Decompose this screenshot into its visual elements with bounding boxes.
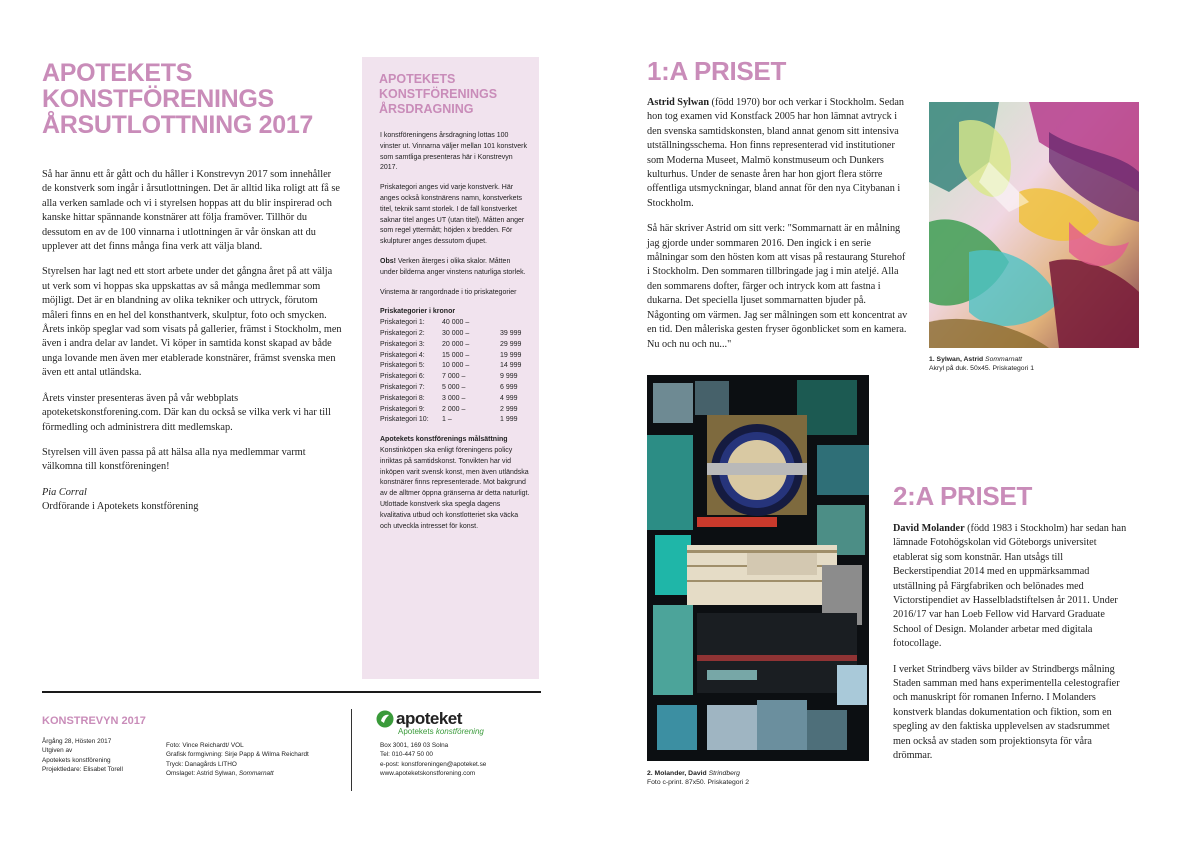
signature-role: Ordförande i Apotekets konstförening (42, 501, 199, 513)
prize1-title: 1:A PRISET (647, 56, 787, 86)
box-paragraph (380, 257, 530, 279)
policy-title: Apotekets konstförenings målsättning (380, 436, 508, 444)
footer-divider (351, 709, 352, 791)
footer-contact (380, 741, 486, 778)
footer-line: Tryck: Danagårds LITHO (166, 760, 237, 768)
price-category-label: Priskategori 10: (380, 416, 429, 424)
obs-text: Verken återges i olika skalor. Måtten under bilderna anger vinstens naturliga storlek. (380, 257, 526, 276)
prize2-title: 2:A PRISET (893, 481, 1033, 511)
prize2-paragraph: David Molander (född 1983 i Stockholm) har sedan han lämnade Fotohögskolan vid Göteborgs universitet etablerat sig som konstnär. Han utsågs till Beckerstipendiat 2014 med en uppmärksammad utställning på Färgfabriken och belönades med Victorstipendiet av Hasselbladstiftelsen år 2011. Under 2016/17 var han Loeb Fellow vid Harvard Graduate School of Design. Molander arbetar med digitala fotocollage. (893, 523, 1127, 650)
price-category-row (380, 329, 530, 340)
price-category-max: 19 999 (500, 351, 522, 359)
title-line: APOTEKETS (42, 59, 193, 87)
footer-line: Omslaget: Astrid Sylwan, Sommarnatt (166, 769, 274, 777)
footer-credits (166, 741, 309, 778)
box-title-line: APOTEKETS (379, 72, 456, 86)
prize2-text (893, 522, 1128, 775)
price-category-min: 20 000 – (442, 340, 470, 348)
price-category-max: 1 999 (500, 416, 518, 424)
price-category-row (380, 351, 530, 362)
price-category-max: 9 999 (500, 373, 518, 381)
price-category-max: 6 999 (500, 383, 518, 391)
footer-line: Tel: 010-447 50 00 (380, 751, 433, 759)
box-paragraph: Vinsterna är rangordnade i tio priskategorier (380, 288, 517, 296)
price-category-min: 5 000 – (442, 383, 466, 391)
price-category-row (380, 372, 530, 383)
price-category-min: 10 000 – (442, 362, 470, 370)
price-category-label: Priskategori 4: (380, 351, 425, 359)
footer-line: Utgiven av (42, 747, 73, 755)
artwork2-caption-line1: 2. Molander, David Strindberg (647, 770, 740, 777)
box-paragraph: Priskategori anges vid varje konstverk. Här anges också konstnärens namn, konstverkets titel, teknik samt storlek. I de fall konstverket saknar titel anges UT (utan titel). Måtten anger som regel yttermått; höjden x bredden. För skulpturer anges dessutom djupet. (380, 184, 525, 246)
box-title-line: ÅRSDRAGNING (379, 102, 474, 116)
apoteket-logo (376, 710, 484, 736)
page-title (42, 60, 342, 138)
prize2-paragraph: I verket Strindberg vävs bilder av Strindbergs målning Staden samman med hans experimentella celestografier och manuskript för romanen Inferno. I Molanders konstverk blandas dokumentation och fiktion, som en spegling av den faktiska upplevelsen av stadsrummet men också av staden som projektionsyta för våra drömmar. (893, 663, 1120, 762)
logo-name: apoteket (396, 709, 462, 728)
price-category-max: 39 999 (500, 329, 522, 337)
prize1-paragraph: Astrid Sylwan (född 1970) bor och verkar i Stockholm. Sedan hon tog examen vid Konstfack 2005 har hon lämnat avtryck i den svenska samtidskonsten, bland annat genom sitt intensiva utställningsschema. Hon finns representerad vid institutioner som Moderna Museet, Malmö konstmuseum och Dunkers kulturhus. Under de senaste åren har hon gjort flera större offentliga utsmyckningar, bland annat för den nya Citybanan i Stockholm. (647, 97, 904, 209)
price-category-title: Priskategorier i kronor (380, 308, 456, 316)
strindberg-image (647, 375, 869, 761)
intro-paragraph: Så har ännu ett år gått och du håller i Konstrevyn 2017 som innehåller de konstverk som ingår i årsutlottningen. Det är alltid lika roligt att få se alla verken samlade och vi i styrelsen hoppas att du blir inspirerad och kanske hittar spännande konstnärer att följa framöver. Tillhör du dessutom en av de 100 vinnarna i utlottningen är vår önskan att du upplever att det finns många fina verk att välja bland. (42, 169, 340, 253)
price-category-max: 4 999 (500, 394, 518, 402)
price-category-row (380, 415, 530, 426)
footer-line: Grafisk formgivning: Sirje Papp & Wilma Reichardt (166, 751, 309, 759)
price-category-row (380, 383, 530, 394)
info-box-title (379, 72, 529, 117)
footer-line: e-post: konstforeningen@apoteket.se (380, 760, 487, 768)
price-category-label: Priskategori 2: (380, 329, 425, 337)
price-category-row (380, 318, 530, 329)
intro-paragraph: Styrelsen har lagt ned ett stort arbete under det gångna året på att välja ut verk som vi hoppas ska uppskattas av så många medlemmar som möjligt. Det är en blandning av olika tekniker och uttryck, förutom måleri finns en en hel del konsthantverk, skulptur, foto och smycken. Årets inköp speglar vad som visats på gallerier, främst i Stockholm, men även i andra delar av landet. Vi köper in samtida konst skapad av både unga lovande men även mer etablerade konstnärer, främst svenska men även ett antal utländska. (42, 266, 342, 379)
footer-line: Box 3001, 169 03 Solna (380, 742, 449, 749)
price-category-min: 30 000 – (442, 329, 470, 337)
logo-subtitle: Apotekets konstförening (398, 727, 484, 736)
price-category-max: 14 999 (500, 362, 522, 370)
box-paragraph: I konstföreningens årsdragning lottas 100 vinster ut. Vinnarna väljer mellan 101 konstverk som samtliga presenteras här i Konstrevyn 2017. (380, 132, 527, 172)
price-category-table (380, 318, 530, 426)
intro-text (42, 168, 342, 515)
policy-text: Konstinköpen ska enligt föreningens policy inriktas på samtidskonst. Tonvikten har vid inköpen varit svensk konst, men även utländska konstnärer finns representerade. Mot bakgrund av de alltmer öppna gränserna är detta naturligt. Utlottade konstverk ska spegla dagens kvalitativa utbud och konstlotteriet ska väcka och utveckla intresset för konst. (380, 446, 530, 530)
footer-publication-info (42, 737, 123, 774)
apoteket-logo-icon (376, 710, 394, 728)
price-category-min: 40 000 – (442, 319, 470, 327)
price-category-label: Priskategori 1: (380, 319, 425, 327)
price-category-row (380, 361, 530, 372)
artwork1-caption-line1: 1. Sylwan, Astrid Sommarnatt (929, 356, 1023, 363)
intro-paragraph: Årets vinster presenteras även på vår webbplats apoteketskonstforening.com. Där kan du också se vilka verk vi har till förmedling och administrera ditt medlemskap. (42, 392, 331, 433)
sommarnatt-image (929, 102, 1139, 348)
title-line: ÅRSUTLOTTNING 2017 (42, 111, 314, 139)
artwork-sommarnatt (929, 102, 1139, 348)
price-category-max: 2 999 (500, 405, 518, 413)
footer-line: Årgång 28, Hösten 2017 (42, 738, 112, 745)
footer-rule (42, 691, 541, 693)
price-category-row (380, 394, 530, 405)
footer-line: Apotekets konstförening (42, 756, 111, 764)
title-line: KONSTFÖRENINGS (42, 85, 274, 113)
footer-line: Foto: Vince Reichardt/ VOL (166, 742, 244, 749)
price-category-row (380, 340, 530, 351)
info-box-text (380, 131, 530, 532)
footer-line: www.apoteketskonstforening.com (380, 769, 476, 777)
price-category-min: 15 000 – (442, 351, 470, 359)
price-category-min: 7 000 – (442, 373, 466, 381)
price-category-min: 3 000 – (442, 394, 466, 402)
box-title-line: KONSTFÖRENINGS (379, 87, 498, 101)
price-category-row (380, 405, 530, 416)
price-category-label: Priskategori 9: (380, 405, 425, 413)
artwork2-caption (647, 769, 749, 787)
signature-name: Pia Corral (42, 486, 87, 498)
artwork1-caption (929, 355, 1034, 373)
price-category-max: 29 999 (500, 340, 522, 348)
price-category-min: 2 000 – (442, 405, 466, 413)
price-category-label: Priskategori 6: (380, 373, 425, 381)
price-category-label: Priskategori 8: (380, 394, 425, 402)
footer-title: KONSTREVYN 2017 (42, 715, 146, 727)
artwork2-caption-line2: Foto c-print. 87x50. Priskategori 2 (647, 779, 749, 786)
artwork-strindberg (647, 375, 869, 761)
artwork1-caption-line2: Akryl på duk. 50x45. Priskategori 1 (929, 365, 1035, 372)
footer-line: Projektledare: Elisabet Torell (42, 765, 123, 773)
price-category-min: 1 – (442, 416, 452, 424)
intro-paragraph: Styrelsen vill även passa på att hälsa alla nya medlemmar varmt välkomna till konstföreningen! (42, 446, 306, 473)
obs-label: Obs! (380, 257, 396, 265)
prize1-text (647, 96, 909, 363)
price-category-label: Priskategori 3: (380, 340, 425, 348)
price-category-label: Priskategori 5: (380, 362, 425, 370)
price-category-label: Priskategori 7: (380, 383, 425, 391)
prize1-paragraph: Så här skriver Astrid om sitt verk: "Sommarnatt är en målning jag gjorde under sommaren 2016. Den ingick i en serie målningar som den hösten kom att visas på restaurang Sturehof i Stockholm. Den sommaren tillbringade jag i min ateljé. Alla den sommarens dofter, färger och intryck kom att fastna i dukarna. Det speciella ljuset sommarnatten bjuder på. Någonting om värmen. Jag ser målningen som ett koncentrat av en tid. Den måleriska gesten fryser ögonblicket som en kamera. Nu och nu och nu..." (647, 223, 908, 350)
